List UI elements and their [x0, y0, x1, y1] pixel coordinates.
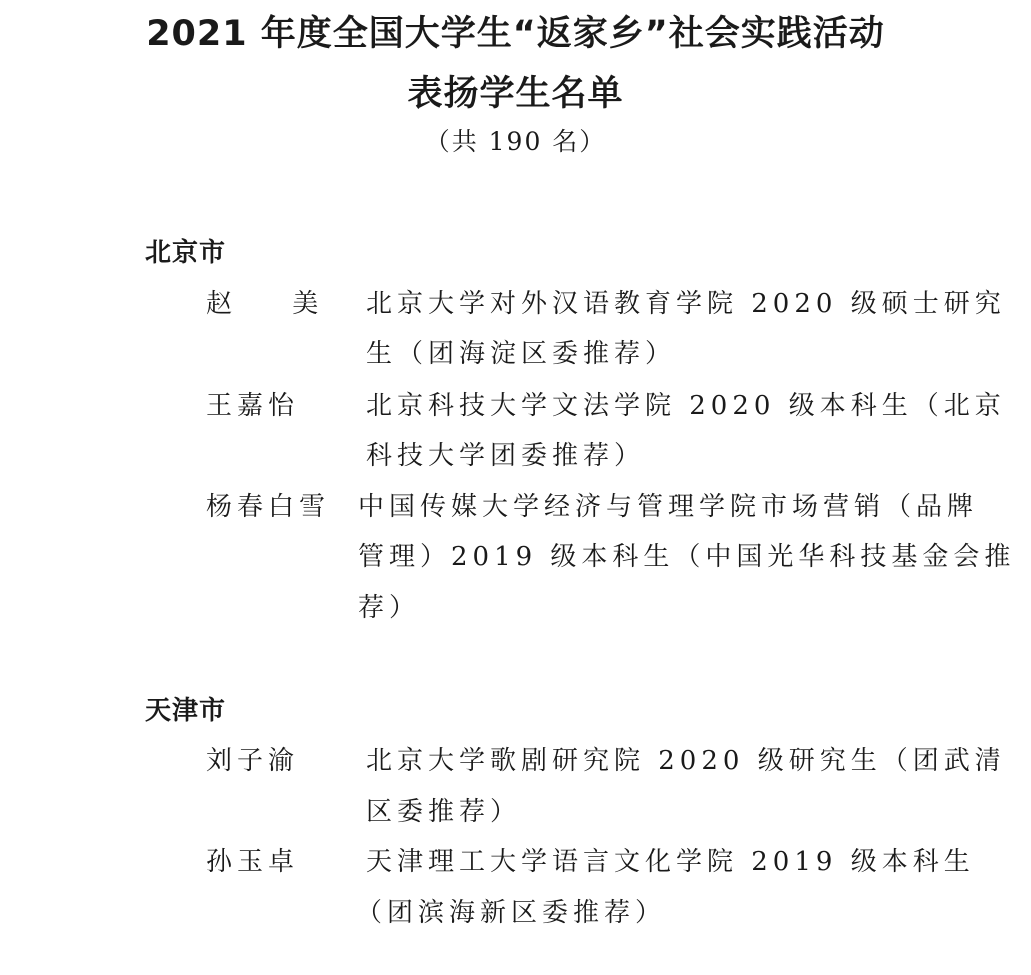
entry-detail-line: 科技大学团委推荐） [366, 441, 646, 471]
document-title-line-1: 2021 年度全国大学生“返家乡”社会实践活动 [146, 14, 885, 54]
entry-detail-line: 北京大学歌剧研究院 2020 级研究生（团武清 [366, 746, 1006, 776]
document-title-line-2: 表扬学生名单 [407, 74, 624, 114]
entry-detail-line: 天津理工大学语言文化学院 2019 级本科生 [366, 847, 975, 877]
entry-name: 王嘉怡 [206, 391, 300, 421]
region-heading-beijing: 北京市 [145, 238, 227, 268]
entry-detail-line: （团滨海新区委推荐） [356, 898, 667, 928]
entry-detail-line: 区委推荐） [366, 797, 522, 827]
entry-detail-line: 荐） [358, 593, 421, 623]
entry-detail-line: 北京大学对外汉语教育学院 2020 级硕士研究 [366, 289, 1006, 319]
entry-detail-line: 生（团海淀区委推荐） [366, 339, 677, 369]
entry-name: 赵 美 [206, 289, 345, 319]
entry-name: 刘子渝 [206, 746, 300, 776]
region-heading-tianjin: 天津市 [145, 696, 227, 726]
entry-name: 杨春白雪 [206, 492, 331, 522]
total-count: （共 190 名） [424, 127, 607, 156]
entry-detail-line: 北京科技大学文法学院 2020 级本科生（北京 [366, 391, 1006, 421]
entry-detail-line: 中国传媒大学经济与管理学院市场营销（品牌 [358, 492, 979, 522]
entry-detail-line: 管理）2019 级本科生（中国光华科技基金会推 [358, 542, 1016, 572]
entry-name: 孙玉卓 [206, 847, 300, 877]
